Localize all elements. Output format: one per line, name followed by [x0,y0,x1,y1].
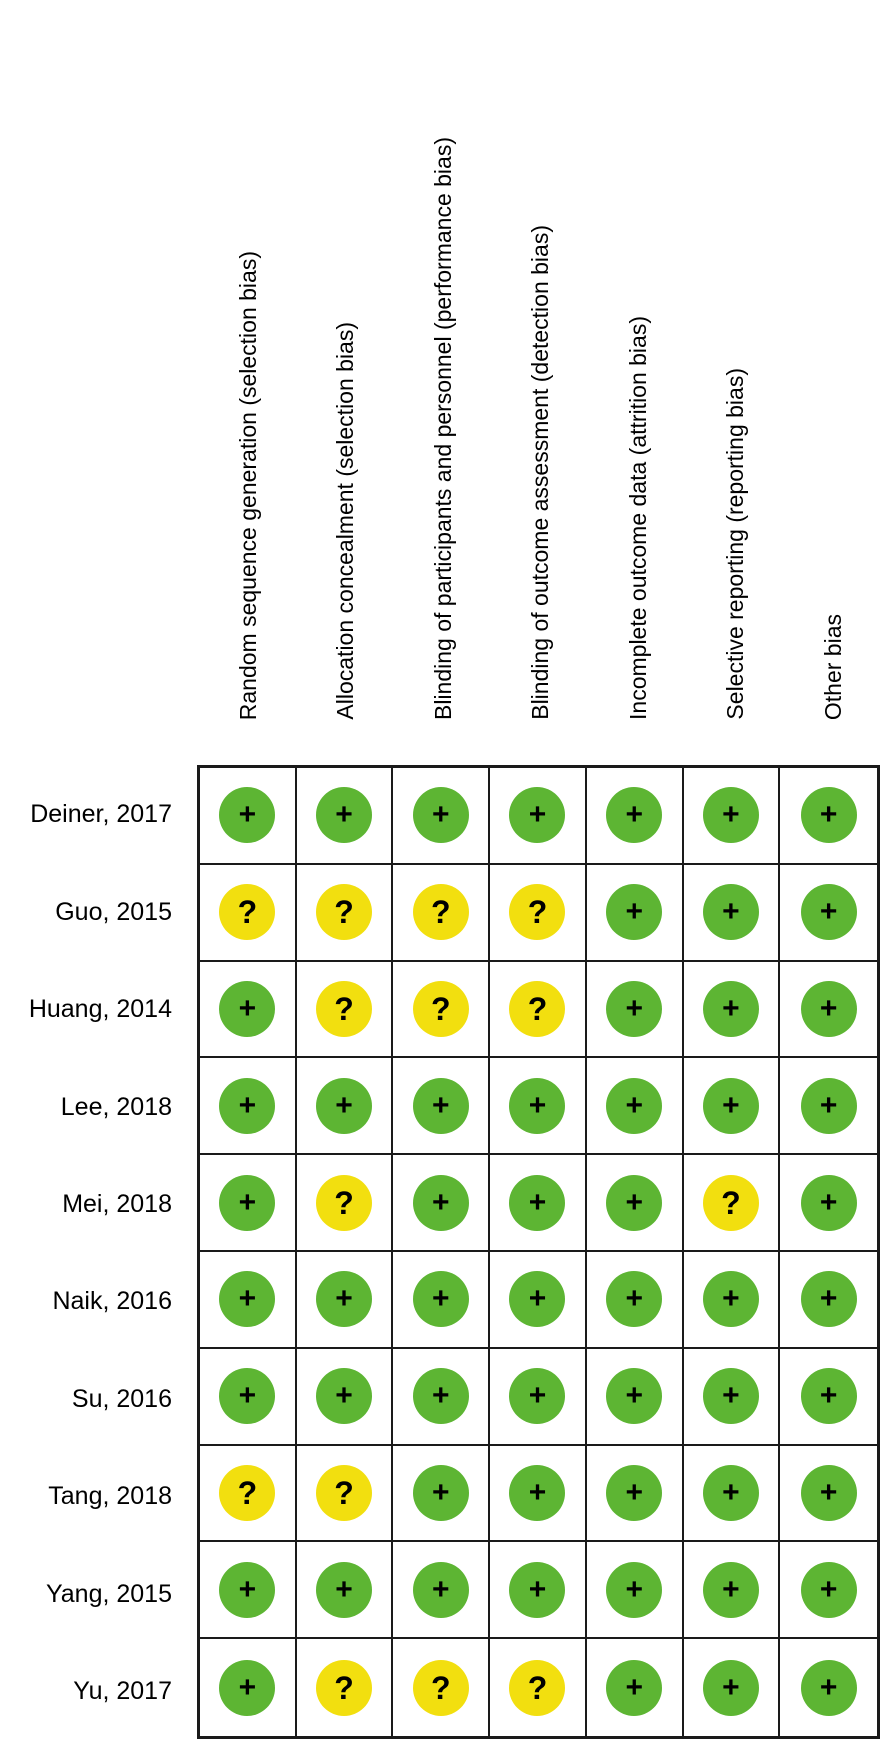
judgement-cell [200,1542,297,1639]
judgement-cell [780,865,877,962]
judgement-cell [393,1155,490,1252]
domain-header-selective-reporting [720,0,750,720]
study-label: Deiner, 2017 [30,800,172,828]
low-risk-icon: + [219,1562,275,1618]
study-label: Yu, 2017 [73,1677,172,1705]
judgement-cell [393,1639,490,1736]
judgement-cell [490,1058,587,1155]
domain-header-random-sequence [233,0,263,720]
judgement-cell [587,1542,684,1639]
judgement-cell [780,1155,877,1252]
low-risk-icon: + [219,1368,275,1424]
low-risk-icon: + [316,1368,372,1424]
study-label: Yang, 2015 [45,1580,172,1608]
low-risk-icon: + [413,1175,469,1231]
judgement-cell [684,1252,781,1349]
judgement-cell [393,1252,490,1349]
low-risk-icon: + [606,1465,662,1521]
judgement-cell [490,1349,587,1446]
low-risk-icon: + [316,1078,372,1134]
judgement-cell [297,1349,394,1446]
judgement-cell [684,1639,781,1736]
judgement-cell [393,1542,490,1639]
low-risk-icon: + [703,1078,759,1134]
low-risk-icon: + [606,1078,662,1134]
judgement-cell [780,1058,877,1155]
domain-header-blinding-participants [428,0,458,720]
low-risk-icon: + [703,981,759,1037]
low-risk-icon: + [801,884,857,940]
judgement-cell [200,1058,297,1155]
low-risk-icon: + [219,787,275,843]
judgement-cell [780,1446,877,1543]
domain-header-label: Allocation concealment (selection bias) [332,322,358,720]
judgement-cell [780,1252,877,1349]
unclear-risk-icon: ? [509,981,565,1037]
study-label: Naik, 2016 [52,1287,172,1315]
judgement-grid [197,765,880,1739]
low-risk-icon: + [509,1368,565,1424]
judgement-cell [780,1349,877,1446]
study-label: Tang, 2018 [48,1482,172,1510]
domain-header-allocation [330,0,360,720]
low-risk-icon: + [219,1078,275,1134]
unclear-risk-icon: ? [219,884,275,940]
unclear-risk-icon: ? [316,1660,372,1716]
low-risk-icon: + [703,1465,759,1521]
low-risk-icon: + [413,1271,469,1327]
judgement-cell [490,768,587,865]
low-risk-icon: + [703,787,759,843]
judgement-cell [393,1349,490,1446]
judgement-cell [200,768,297,865]
judgement-cell [780,768,877,865]
low-risk-icon: + [801,1660,857,1716]
judgement-cell [490,962,587,1059]
judgement-cell [587,768,684,865]
judgement-cell [490,1542,587,1639]
judgement-cell [297,1155,394,1252]
judgement-cell [490,1446,587,1543]
low-risk-icon: + [606,1271,662,1327]
low-risk-icon: + [219,1660,275,1716]
low-risk-icon: + [606,1562,662,1618]
domain-header-other-bias [818,0,848,720]
judgement-cell [684,865,781,962]
low-risk-icon: + [316,1562,372,1618]
unclear-risk-icon: ? [316,1465,372,1521]
study-label: Mei, 2018 [62,1190,172,1218]
judgement-cell [587,962,684,1059]
judgement-cell [684,962,781,1059]
judgement-cell [490,865,587,962]
low-risk-icon: + [606,981,662,1037]
low-risk-icon: + [413,1562,469,1618]
judgement-cell [393,962,490,1059]
low-risk-icon: + [509,1465,565,1521]
low-risk-icon: + [703,1660,759,1716]
judgement-cell [200,1349,297,1446]
judgement-cell [297,768,394,865]
judgement-cell [297,962,394,1059]
judgement-cell [684,1058,781,1155]
low-risk-icon: + [413,1465,469,1521]
low-risk-icon: + [413,787,469,843]
judgement-cell [490,1155,587,1252]
low-risk-icon: + [801,1078,857,1134]
judgement-cell [684,1349,781,1446]
study-label: Guo, 2015 [55,898,172,926]
low-risk-icon: + [219,1175,275,1231]
judgement-cell [684,1446,781,1543]
low-risk-icon: + [509,1562,565,1618]
low-risk-icon: + [606,787,662,843]
unclear-risk-icon: ? [219,1465,275,1521]
domain-header-label: Random sequence generation (selection bias) [235,250,261,720]
judgement-cell [297,865,394,962]
domain-header-label: Blinding of outcome assessment (detection bias) [527,225,553,720]
unclear-risk-icon: ? [703,1175,759,1231]
low-risk-icon: + [703,1562,759,1618]
low-risk-icon: + [703,1368,759,1424]
low-risk-icon: + [801,787,857,843]
domain-header-label: Other bias [820,613,846,720]
unclear-risk-icon: ? [509,1660,565,1716]
domain-header-label: Blinding of participants and personnel (performance bias) [430,137,456,720]
low-risk-icon: + [413,1368,469,1424]
low-risk-icon: + [316,787,372,843]
unclear-risk-icon: ? [413,884,469,940]
study-label: Huang, 2014 [28,995,172,1023]
judgement-cell [587,1058,684,1155]
judgement-cell [393,865,490,962]
unclear-risk-icon: ? [316,981,372,1037]
low-risk-icon: + [801,1271,857,1327]
judgement-cell [200,1155,297,1252]
judgement-cell [297,1252,394,1349]
judgement-cell [780,1639,877,1736]
unclear-risk-icon: ? [413,1660,469,1716]
domain-header-label: Selective reporting (reporting bias) [722,368,748,720]
judgement-cell [297,1542,394,1639]
judgement-cell [587,1639,684,1736]
unclear-risk-icon: ? [413,981,469,1037]
judgement-cell [587,1446,684,1543]
judgement-cell [200,865,297,962]
low-risk-icon: + [413,1078,469,1134]
low-risk-icon: + [801,1562,857,1618]
low-risk-icon: + [801,1175,857,1231]
judgement-cell [684,1155,781,1252]
low-risk-icon: + [509,1175,565,1231]
low-risk-icon: + [606,1175,662,1231]
low-risk-icon: + [509,1078,565,1134]
judgement-cell [297,1446,394,1543]
low-risk-icon: + [316,1271,372,1327]
low-risk-icon: + [219,1271,275,1327]
judgement-cell [587,1155,684,1252]
judgement-cell [684,768,781,865]
judgement-cell [490,1252,587,1349]
unclear-risk-icon: ? [316,1175,372,1231]
domain-header-label: Incomplete outcome data (attrition bias) [625,316,651,720]
judgement-cell [200,1639,297,1736]
low-risk-icon: + [703,1271,759,1327]
unclear-risk-icon: ? [316,884,372,940]
judgement-cell [200,962,297,1059]
judgement-cell [684,1542,781,1639]
judgement-cell [393,768,490,865]
low-risk-icon: + [801,1368,857,1424]
judgement-cell [297,1058,394,1155]
judgement-cell [780,1542,877,1639]
judgement-cell [587,865,684,962]
judgement-cell [200,1446,297,1543]
low-risk-icon: + [509,1271,565,1327]
judgement-cell [780,962,877,1059]
study-label: Lee, 2018 [60,1093,172,1121]
judgement-cell [587,1252,684,1349]
unclear-risk-icon: ? [509,884,565,940]
judgement-cell [587,1349,684,1446]
judgement-cell [393,1446,490,1543]
low-risk-icon: + [606,884,662,940]
judgement-cell [490,1639,587,1736]
domain-header-blinding-outcome [525,0,555,720]
low-risk-icon: + [801,981,857,1037]
domain-header-incomplete-outcome [623,0,653,720]
judgement-cell [200,1252,297,1349]
judgement-cell [393,1058,490,1155]
low-risk-icon: + [606,1660,662,1716]
low-risk-icon: + [606,1368,662,1424]
low-risk-icon: + [509,787,565,843]
judgement-cell [297,1639,394,1736]
low-risk-icon: + [801,1465,857,1521]
low-risk-icon: + [703,884,759,940]
low-risk-icon: + [219,981,275,1037]
study-label: Su, 2016 [71,1385,172,1413]
